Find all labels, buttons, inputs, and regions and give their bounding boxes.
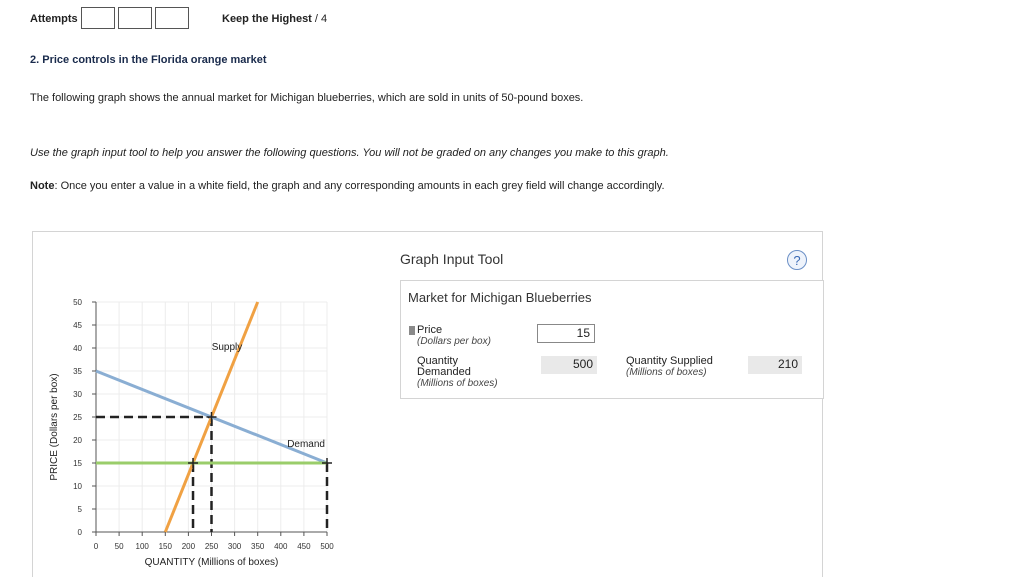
attempt-box-1 xyxy=(81,7,115,29)
keep-value: / 4 xyxy=(314,13,328,25)
y-tick-label: 50 xyxy=(73,298,82,307)
x-tick-label: 400 xyxy=(274,542,288,551)
series-label-supply: Supply xyxy=(211,342,243,353)
question-instructions: Use the graph input tool to help you answer the following questions. You will not be graded on any changes you make to this graph. xyxy=(30,147,669,159)
attempt-box-2 xyxy=(118,7,152,29)
x-tick-label: 450 xyxy=(297,542,311,551)
quantity-demanded-field: 500 xyxy=(541,356,597,374)
y-tick-label: 10 xyxy=(73,482,82,491)
graph-input-tool-title: Graph Input Tool xyxy=(400,251,504,267)
y-tick-label: 0 xyxy=(77,528,82,537)
price-label: Price xyxy=(417,324,443,336)
x-tick-label: 200 xyxy=(181,542,196,551)
x-axis-label: QUANTITY (Millions of boxes) xyxy=(144,557,279,568)
y-tick-label: 35 xyxy=(73,367,82,376)
note-label: Note xyxy=(30,180,55,192)
price-marker-icon xyxy=(409,326,415,335)
graph-axes xyxy=(73,298,334,551)
y-axis-label: PRICE (Dollars per box) xyxy=(49,373,60,481)
x-tick-label: 0 xyxy=(93,542,99,551)
keep-label: Keep the Highest xyxy=(222,13,312,25)
price-point-marker-2 xyxy=(322,458,332,468)
x-tick-label: 50 xyxy=(114,542,124,551)
quantity-demanded-label-2: Demanded xyxy=(417,366,471,378)
keep-highest xyxy=(222,13,327,25)
y-tick-label: 30 xyxy=(73,390,82,399)
question-title: 2. Price controls in the Florida orange market xyxy=(30,54,267,66)
x-tick-label: 250 xyxy=(204,542,219,551)
x-tick-label: 350 xyxy=(251,542,265,551)
quantity-supplied-field: 210 xyxy=(748,356,802,374)
x-tick-label: 100 xyxy=(135,542,149,551)
price-unit: (Dollars per box) xyxy=(417,336,491,347)
attempts-label: Attempts xyxy=(30,13,78,25)
price-point-marker-1 xyxy=(188,458,198,468)
series-label-demand: Demand xyxy=(287,439,325,450)
price-input[interactable]: 15 xyxy=(537,324,595,343)
question-note xyxy=(30,180,665,192)
y-tick-label: 15 xyxy=(73,459,82,468)
y-tick-label: 5 xyxy=(77,505,82,514)
y-tick-label: 25 xyxy=(73,413,82,422)
x-tick-label: 150 xyxy=(158,542,172,551)
y-tick-label: 40 xyxy=(73,344,82,353)
x-tick-label: 300 xyxy=(227,542,242,551)
quantity-demanded-unit: (Millions of boxes) xyxy=(417,378,498,389)
question-intro: The following graph shows the annual market for Michigan blueberries, which are sold in units of 50-pound boxes. xyxy=(30,92,584,104)
quantity-supplied-label: Quantity Supplied xyxy=(626,355,713,367)
note-text: : Once you enter a value in a white field, the graph and any corresponding amounts in each grey field will change accordingly. xyxy=(54,180,665,192)
quantity-demanded-label-1: Quantity xyxy=(417,355,458,367)
y-tick-label: 45 xyxy=(73,321,82,330)
y-tick-label: 20 xyxy=(73,436,82,445)
market-graph xyxy=(40,290,360,577)
quantity-supplied-unit: (Millions of boxes) xyxy=(626,367,707,378)
equilibrium-marker xyxy=(207,412,217,422)
market-title: Market for Michigan Blueberries xyxy=(408,290,592,305)
x-tick-label: 500 xyxy=(320,542,334,551)
attempt-box-3 xyxy=(155,7,189,29)
help-icon[interactable]: ? xyxy=(787,250,807,270)
